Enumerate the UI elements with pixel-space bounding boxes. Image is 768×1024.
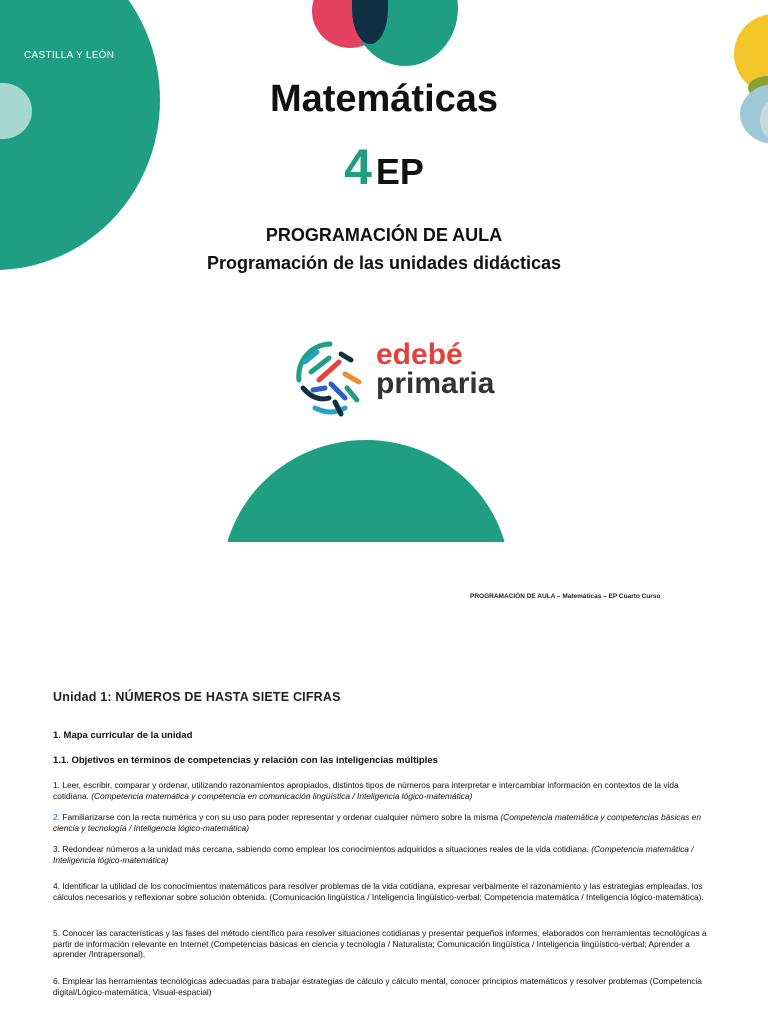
objective-competence: (Competencia matemática / Inteligencia lógico-matemática) xyxy=(53,844,694,865)
objective-number: 2. xyxy=(53,812,60,822)
dome-cut xyxy=(200,542,540,742)
objective-text: Leer, escribir, comparar y ordenar, utilizando razonamientos apropiados, distintos tipos de números para interpretar e intercambiar información en contextos de la vida cotidiana. xyxy=(53,780,679,801)
logo-text-primaria: primaria xyxy=(376,367,495,400)
objective-competence: (Competencia matemática y competencias básicas en ciencia y tecnología / Inteligencia lógico-matemática) xyxy=(53,812,701,833)
objective-competence: (Competencia matemática y competencia en comunicación lingüística / Inteligencia lógico-matemática) xyxy=(91,790,473,801)
objective-number: 4. xyxy=(53,881,60,891)
objective-item xyxy=(53,812,715,833)
subsection-heading: 1.1. Objetivos en términos de competencias y relación con las inteligencias múltiples xyxy=(53,755,438,766)
logo-text-edebe: edebé xyxy=(376,338,463,371)
grade-label xyxy=(0,138,768,196)
objective-item xyxy=(53,780,715,801)
objective-text: Redondear números a la unidad más cercana, sabiendo como emplear los conocimientos adquiridos a situaciones reales de la vida cotidiana. xyxy=(62,844,589,854)
page-title: Matemáticas xyxy=(269,78,499,120)
edebe-logo-icon xyxy=(285,332,375,422)
objective-text: Familiarizarse con la recta numérica y con su uso para poder representar y ordenar cualquier número sobre la misma xyxy=(62,812,499,822)
grade-suffix: EP xyxy=(375,151,424,192)
grade-number: 4 xyxy=(344,139,372,195)
program-title: PROGRAMACIÓN DE AULA xyxy=(265,225,503,245)
objective-number: 3. xyxy=(53,844,60,854)
section-heading: 1. Mapa curricular de la unidad xyxy=(53,730,193,741)
program-subtitle: Programación de las unidades didácticas xyxy=(206,253,562,273)
objective-item xyxy=(53,881,715,902)
running-header: PROGRAMACIÓN DE AULA – Matemáticas – EP Cuarto Curso xyxy=(470,593,661,600)
objective-text: Emplear las herramientas tecnológicas adecuadas para trabajar estrategias de cálculo y cálculo mental, conocer principios matemáticos y resolver problemas (Competencia digital/Lógico-matemática, Visual-espacial) xyxy=(53,976,702,997)
unit-title: Unidad 1: NÚMEROS DE HASTA SIETE CIFRAS xyxy=(53,690,341,704)
objective-number: 6. xyxy=(53,976,60,986)
objective-text: Identificar la utilidad de los conocimientos matemáticos para resolver problemas de la vida cotidiana, expresar verbalmente el razonamiento y las estrategias empleadas, los cálculos necesarios y reflexionar sobre solución obtenida. (Comunicación lingüística / Inteligencia lingüístico-verbal; Competencia matemática / Inteligencia lógico-matemática). xyxy=(53,881,704,902)
objective-number: 5. xyxy=(53,928,60,938)
objective-number: 1. xyxy=(53,780,60,790)
region-label: CASTILLA Y LEÓN xyxy=(24,50,115,61)
objective-item xyxy=(53,976,715,997)
objective-item xyxy=(53,928,715,960)
objective-item xyxy=(53,844,715,865)
objective-text: Conocer las características y las fases del método científico para resolver situaciones cotidianas y presentar pequeños informes, elaborados con herramientas tecnológicas a partir de información relevante en Internet (Competencias básicas en ciencia y tecnología / Naturalista; Comunicación lingüística / Inteligencia lingüístico-verbal; Aprender a aprender /Intrapersonal). xyxy=(53,928,707,960)
